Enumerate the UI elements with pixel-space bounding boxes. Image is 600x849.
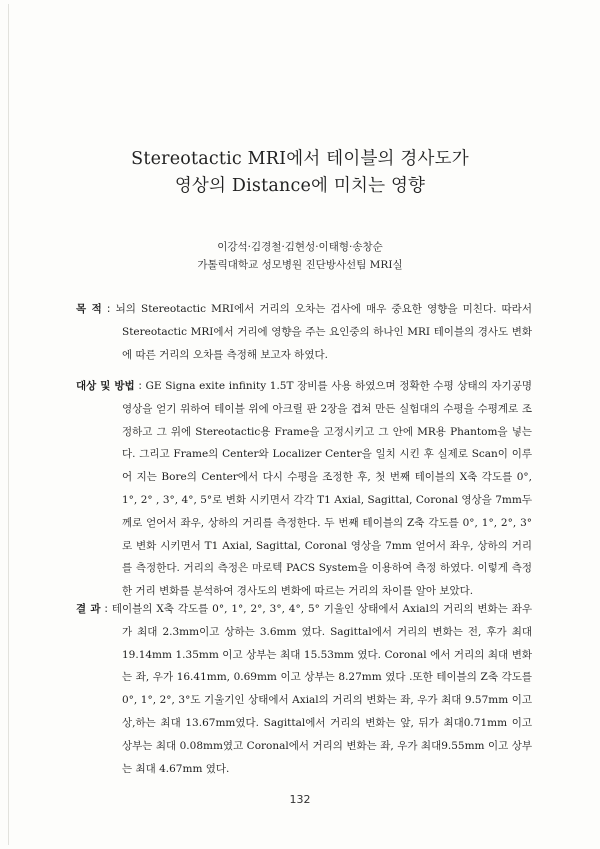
section-method-label: 대상 및 방법 (76, 380, 135, 392)
section-purpose-label: 목 적 (76, 303, 102, 315)
section-purpose-text: 뇌의 Stereotactic MRI에서 거리의 오차는 검사에 매우 중요한 영향을 미친다. 따라서 Stereotactic MRI에서 거리에 영향을 주는 요인중의 하나인 MRI 테이블의 경사도 변화에 따른 거리의 오차를 측정해 보고자 하였다. (115, 303, 532, 361)
section-method-text: GE Signa exite infinity 1.5T 장비를 사용 하였으며 정확한 수평 상태의 자기공명영상을 얻기 위하여 테이블 위에 아크릴 판 2장을 겹쳐 만든 실험대의 수평을 수평계로 조정하고 그 위에 Stereotactic용 Frame을 고정시키고 그 안에 MR용 Phantom을 넣는다. 그리고 Frame의 Center와 Localizer Center을 일치 시킨 후 실제로 Scan이 이루어 지는 Bore의 Center에서 다시 수평을 조정한 후, 첫 번째 테이블의 X축 각도를 0°, 1°, 2° , 3°, 4°, 5°로 변화 시키면서 각각 T1 Axial, Sagittal, Coronal 영상을 7mm두께로 얻어서 좌우, 상하의 거리를 측정한다. 두 번째 테이블의 Z축 각도를 0°, 1°, 2°, 3°로 변화 시키면서 T1 Axial, Sagittal, Coronal 영상을 7mm 얻어서 좌우, 상하의 거리를 측정한다. 거리의 측정은 마로텍 PACS System을 이용하여 측정 하였다. 이렇게 측정한 거리 변화를 분석하여 경사도의 변화에 따르는 거리의 차이를 알아 보았다. (122, 380, 533, 598)
author-block (0, 238, 600, 274)
section-result-text: 테이블의 X축 각도를 0°, 1°, 2°, 3°, 4°, 5° 기울인 상태에서 Axial의 거리의 변화는 좌우가 최대 2.3mm이고 상하는 3.6mm 였다. Sagittal에서 거리의 변화는 전, 후가 최대 19.14mm 1.35mm 이고 상부는 최대 15.53mm 였다. Coronal 에서 거리의 최대 변화는 좌, 우가 16.41mm, 0.69mm 이고 상부는 8.27mm 였다 .또한 테이블의 Z축 각도를 0°, 1°, 2°, 3°도 기울기인 상태에서 Axial의 거리의 변화는 좌, 우가 최대 9.57mm 이고 상,하는 최대 13.67mm였다. Sagittal에서 거리의 변화는 앞, 뒤가 최대0.71mm 이고 상부는 최대 0.08mm였고 Coronal에서 거리의 변화는 좌, 우가 최대9.55mm 이고 상부는 최대 4.67mm 였다. (111, 603, 533, 775)
section-result-paragraph (76, 598, 532, 780)
title-line-2: 영상의 Distance에 미치는 영향 (174, 176, 426, 196)
section-result-separator: : (104, 603, 108, 615)
section-result-label: 결 과 (76, 603, 101, 615)
section-method (76, 375, 532, 603)
title-line-1: Stereotactic MRI에서 테이블의 경사도가 (131, 149, 469, 169)
section-purpose-paragraph (76, 298, 532, 366)
section-purpose-separator: : (106, 303, 111, 315)
section-purpose (76, 298, 532, 366)
author-list: 이강석·김경철·김현성·이태형·송창순 (217, 241, 383, 253)
page-number: 132 (289, 793, 311, 806)
section-result (76, 598, 532, 780)
section-method-separator: : (138, 380, 142, 392)
paper-title (0, 146, 600, 200)
affiliation: 가톨릭대학교 성모병원 진단방사선팀 MRI실 (197, 259, 403, 271)
section-method-paragraph (76, 375, 532, 603)
page-edge-line (8, 4, 9, 845)
